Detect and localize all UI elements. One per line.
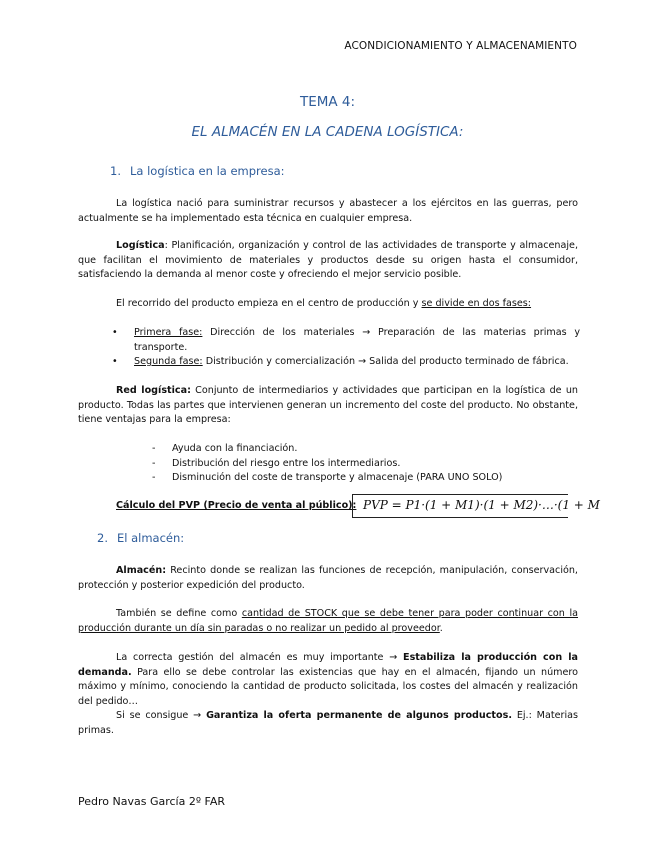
paragraph-intro-text: La logística nació para suministrar recursos y abastecer a los ejércitos en las guerras, pero actualmente se ha implementado esta técnica en cualquier empresa. [78, 198, 578, 224]
fase-label: Segunda fase: [134, 356, 203, 367]
chapter-title: EL ALMACÉN EN LA CADENA LOGÍSTICA: [191, 124, 464, 140]
logistica-definition: : Planificación, organización y control de las actividades de transporte y almacenaje, que facilitan el movimiento de materiales y productos desde su origen hasta el consumidor, satisfaciendo la demanda al menor coste y ofreciendo el mejor servicio posible. [78, 240, 578, 280]
pvp-formula: PVP = P1·(1 + M1)·(1 + M2)·…·(1 + M [363, 498, 600, 512]
consigue-text: Si se consigue → [116, 710, 207, 721]
page-footer: Pedro Navas García 2º FAR [78, 795, 225, 808]
ventaja-text: Disminución del coste de transporte y almacenaje (PARA UNO SOLO) [172, 472, 503, 483]
list-item-primera-fase [112, 326, 580, 355]
paragraph-stock [78, 607, 578, 636]
fase-text: Dirección de los materiales → Preparación de las materias primas y transporte. [134, 327, 580, 353]
red-logistica-term: Red logística: [116, 385, 191, 396]
paragraph-gestion [78, 651, 578, 709]
paragraph-intro [78, 197, 578, 226]
list-item-ventaja [152, 457, 400, 472]
stock-underlined: cantidad de STOCK que se debe tener para poder continuar con la producción durante un día sin paradas o no realizar un pedido al proveedor [78, 608, 579, 634]
dash-icon: - [152, 458, 156, 469]
bullet-icon: • [112, 356, 118, 367]
gestion-text: La correcta gestión del almacén es muy importante → [116, 652, 404, 663]
page-header: ACONDICIONAMIENTO Y ALMACENAMIENTO [344, 40, 577, 52]
consigue-rest: Ej.: Materias primas. [78, 710, 578, 736]
bullet-icon: • [112, 327, 118, 338]
list-item-ventaja [152, 471, 502, 486]
paragraph-recorrido [78, 297, 578, 312]
section-1-heading [110, 164, 285, 178]
paragraph-almacen [78, 564, 578, 593]
section-2-heading [97, 531, 184, 545]
fase-label: Primera fase: [134, 327, 203, 338]
fase-text: Distribución y comercialización → Salida del producto terminado de fábrica. [202, 356, 569, 367]
gestion-rest: Para ello se debe controlar las existencias que hay en el almacén, fijando un número máximo y mínimo, conociendo la cantidad de producto solicitada, los costes del almacén y realización del pedido… [78, 666, 578, 707]
recorrido-text: El recorrido del producto empieza en el centro de producción y [116, 298, 422, 309]
pvp-formula-box [352, 494, 600, 518]
stock-text: También se define como [116, 608, 242, 619]
almacen-term: Almacén: [116, 565, 167, 576]
section-2-number: 2. [97, 531, 108, 545]
red-logistica-text: Conjunto de intermediarios y actividades que participan en la logística de un producto. Todas las partes que intervienen generan un incremento del coste del producto. No obstante, tiene ventajas para la empresa: [78, 385, 578, 425]
pvp-label: Cálculo del PVP (Precio de venta al público): [116, 500, 357, 511]
list-item-ventaja [152, 442, 297, 457]
section-1-number: 1. [110, 164, 121, 178]
ventaja-text: Ayuda con la financiación. [172, 443, 298, 454]
dash-icon: - [152, 472, 156, 483]
paragraph-consigue [78, 709, 578, 738]
recorrido-underlined: se divide en dos fases: [421, 298, 532, 309]
section-2-title: El almacén: [117, 531, 185, 545]
logistica-term: Logística [116, 240, 165, 251]
list-item-segunda-fase [112, 355, 580, 370]
section-1-title: La logística en la empresa: [130, 164, 285, 178]
paragraph-logistica [78, 239, 578, 283]
ventaja-text: Distribución del riesgo entre los intermediarios. [172, 458, 401, 469]
gestion-bold: Estabiliza la producción con la demanda. [78, 652, 578, 678]
consigue-bold: Garantiza la oferta permanente de algunos productos. [206, 710, 512, 721]
tema-heading: TEMA 4: [299, 94, 356, 110]
stock-end: . [439, 622, 443, 634]
almacen-definition: Recinto donde se realizan las funciones de recepción, manipulación, conservación, protección y posterior expedición del producto. [78, 565, 578, 591]
paragraph-red-logistica [78, 384, 578, 428]
dash-icon: - [152, 443, 156, 454]
